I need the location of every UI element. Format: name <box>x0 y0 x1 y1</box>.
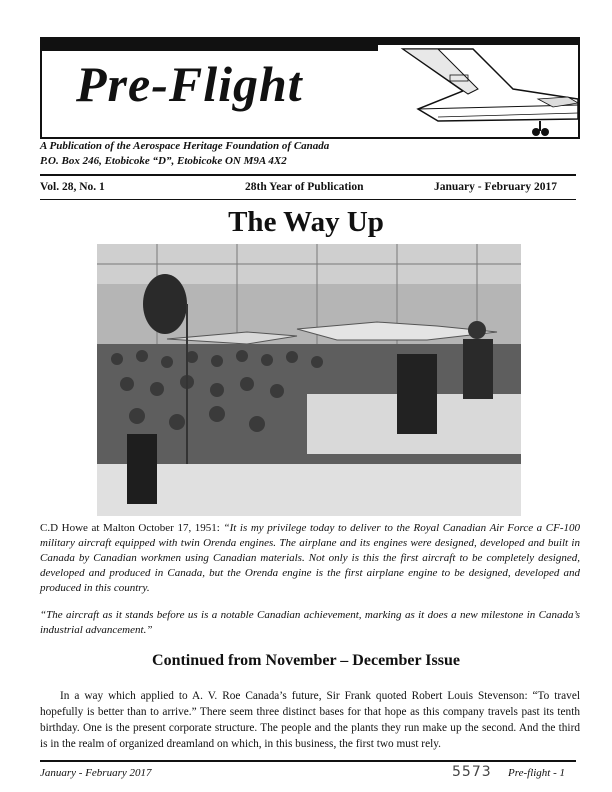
divider <box>40 199 576 200</box>
section-subheading: Continued from November – December Issue <box>152 652 460 669</box>
issue-date: January - February 2017 <box>434 181 557 193</box>
caption-lead: C.D Howe at Malton October 17, 1951: <box>40 522 224 534</box>
publisher-line: A Publication of the Aerospace Heritage Foundation of Canada <box>40 140 330 152</box>
jet-aircraft-illustration <box>378 39 578 137</box>
page-number: Pre-flight - 1 <box>508 767 566 779</box>
footer-date: January - February 2017 <box>40 767 152 779</box>
year-of-publication: 28th Year of Publication <box>245 181 364 193</box>
caption-quote: “It is my privilege today to deliver to the Royal Canadian Air Force a CF-100 military aircraft equipped with twin Orenda engines. The airplane and its engines were designed, developed and built in Canada by Canadian workmen using Canadian materials. Not only is this the first aircraft to be completely designed, developed and produced in Canada, but the Orenda engine is the first airplane engine to be designed, developed and produced in this country. <box>40 522 581 594</box>
volume-number: Vol. 28, No. 1 <box>40 181 105 193</box>
divider <box>40 174 576 176</box>
second-quote: “The aircraft as it stands before us is a notable Canadian achievement, marking as it does a new milestone in Canada’s industrial advancement.” <box>40 609 580 636</box>
handwritten-number: 5573 <box>452 764 492 780</box>
footer-divider <box>40 760 576 762</box>
article-body: In a way which applied to A. V. Roe Canada’s future, Sir Frank quoted Robert Louis Stevenson: “To travel hopefully is better than to arrive.” There seem three distinct bases for that hope as this company travels past its tenth birthday. One is the present corporate structure. The people and the plants they run make up the second. And the third is in the realm of organized dreamland on which, in this business, the first two must rely. <box>40 690 580 750</box>
ceremony-photo <box>97 244 521 516</box>
article-headline: The Way Up <box>228 206 384 238</box>
publication-title: Pre-Flight <box>76 56 303 112</box>
publisher-address: P.O. Box 246, Etobicoke “D”, Etobicoke ON M9A 4X2 <box>40 155 287 167</box>
photo-caption <box>40 521 580 596</box>
masthead <box>40 37 580 139</box>
